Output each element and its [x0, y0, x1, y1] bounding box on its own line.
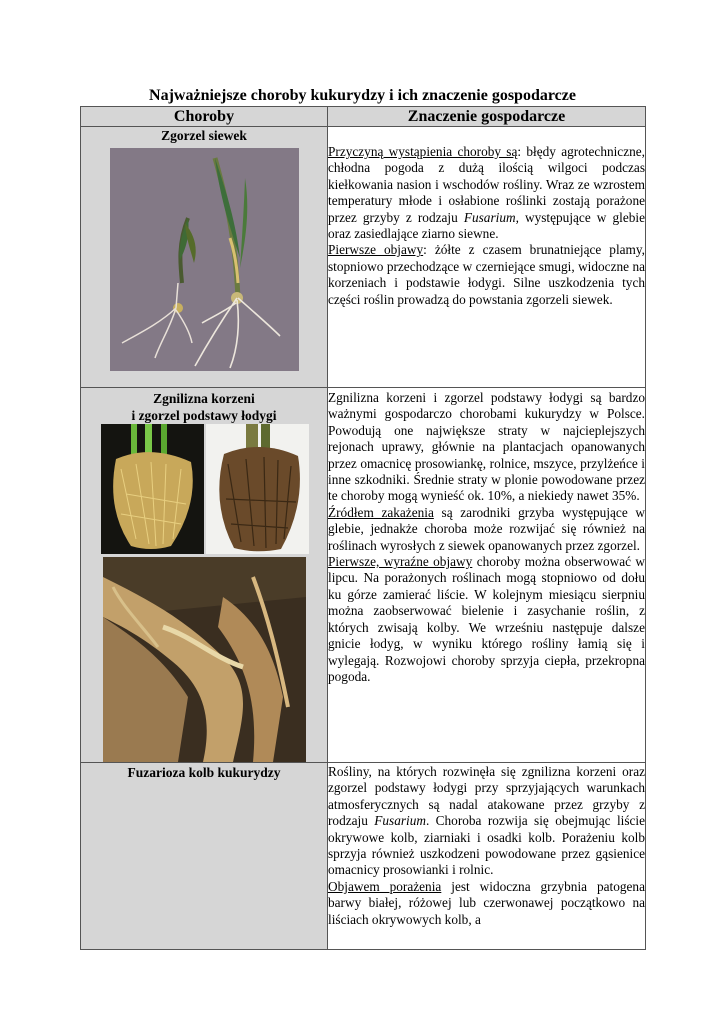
paragraph-text: Rośliny, na których rozwinęła się zgnilizna korzeni oraz zgorzel podstawy łodygi przy sprzyjających warunkach atmosferycznych są nadal atakowane przez grzyby z rodzaju — [328, 764, 645, 829]
paragraph-lead: Objawem porażenia — [328, 878, 442, 894]
table-row — [81, 127, 646, 388]
disease-cell — [81, 388, 328, 763]
importance-paragraph — [328, 242, 645, 308]
stalk-rot-photo — [103, 557, 306, 762]
table-row — [81, 388, 646, 763]
root-rot-photos — [101, 424, 327, 554]
disease-name: Fuzarioza kolb kukurydzy — [127, 765, 281, 780]
disease-name-line2: i zgorzel podstawy łodygi — [131, 408, 277, 423]
paragraph-italic: Fusarium, — [463, 209, 519, 225]
importance-cell — [328, 763, 646, 950]
paragraph-lead: Pierwsze objawy — [328, 242, 424, 258]
paragraph-text: Zgnilizna korzeni i zgorzel podstawy łodygi są bardzo ważnymi gospodarczo chorobami kukurydzy w Polsce. Powodują one największe straty w najcieplejszych rejonach uprawy, głównie na plantacjach opanowanych przez omacnicę prosowiankę, rolnice, mszyce, przylżeńce i inne szkodniki. Średnie straty w plonie powodowane przez te choroby mogą wynieść ok. 10%, a niekiedy nawet 35%. — [328, 390, 645, 504]
paragraph-text: . Choroba rozwija się obejmując liście okrywowe kolb, ziarniaki i osadki kolb. Porażeniu kolb sprzyja również uszkodzeni powodowane przez gąsienice omacnicy prosowianki i rolnic. — [328, 813, 645, 878]
paragraph-text: występujące w glebie oraz zasiedlające ziarno siewne. — [328, 209, 645, 242]
root-rot-photo-dark — [206, 424, 309, 554]
header-importance: Znaczenie gospodarcze — [328, 107, 646, 127]
paragraph-italic: Fusarium — [374, 813, 426, 829]
disease-name: Zgorzel siewek — [161, 128, 247, 143]
table-header-row — [81, 107, 646, 127]
importance-paragraph — [328, 144, 645, 242]
disease-cell — [81, 127, 328, 388]
importance-paragraph — [328, 390, 645, 505]
importance-cell — [328, 127, 646, 388]
document-title: Najważniejsze choroby kukurydzy i ich znaczenie gospodarcze — [149, 87, 576, 104]
importance-paragraph — [328, 764, 645, 879]
importance-paragraph — [328, 554, 645, 685]
paragraph-text: są zarodniki grzyba występujące w glebie, jednakże choroba może rozwijać się również na roślinach wyrosłych z siewek opanowanych przez zgorzel. — [328, 504, 645, 553]
paragraph-text: : żółte z czasem brunatniejące plamy, stopniowo przechodzące w czerniejące smugi, widoczne na korzeniach i podstawie łodygi. Silne uszkodzenia tych części roślin prowadzą do powstania zgorzeli siewek. — [328, 242, 645, 307]
paragraph-lead: Pierwsze, wyraźne objawy — [328, 554, 473, 570]
paragraph-text: jest widoczna grzybnia patogena barwy białej, różowej lub czerwonawej początkowo na liściach okrywowych kolb, a — [328, 878, 645, 927]
seedling-blight-photo — [110, 148, 299, 371]
header-diseases: Choroby — [81, 107, 328, 127]
table-row — [81, 763, 646, 950]
paragraph-text: : błędy agrotechniczne, chłodna pogoda z dużą ilością wilgoci podczas kiełkowania nasion i wschodów rośliny. Wraz ze wzrostem temperatury młode i osłabione roślinki zostają porażone przez grzyby z rodzaju — [328, 144, 645, 225]
disease-cell — [81, 763, 328, 950]
paragraph-text: choroby można obserwować w lipcu. Na porażonych roślinach mogą stopniowo od dołu ku górze zamierać liście. W kolejnym miesiącu sierpniu można zaobserwować bielenie i zasychanie roślin, z których zwisają kolby. We wrześniu następuje dalsze gnicie łodyg, w wyniku którego rośliny łamią się i wylegają. Rozwojowi choroby sprzyja ciepła, przekropna pogoda. — [328, 554, 645, 684]
importance-cell — [328, 388, 646, 763]
importance-paragraph — [328, 505, 645, 554]
importance-paragraph — [328, 879, 645, 928]
root-rot-photo-light — [101, 424, 204, 554]
paragraph-lead: Źródłem zakażenia — [328, 504, 434, 520]
disease-name-line1: Zgnilizna korzeni — [153, 391, 255, 406]
diseases-table — [80, 106, 646, 950]
paragraph-lead: Przyczyną wystąpienia choroby są — [328, 144, 518, 159]
